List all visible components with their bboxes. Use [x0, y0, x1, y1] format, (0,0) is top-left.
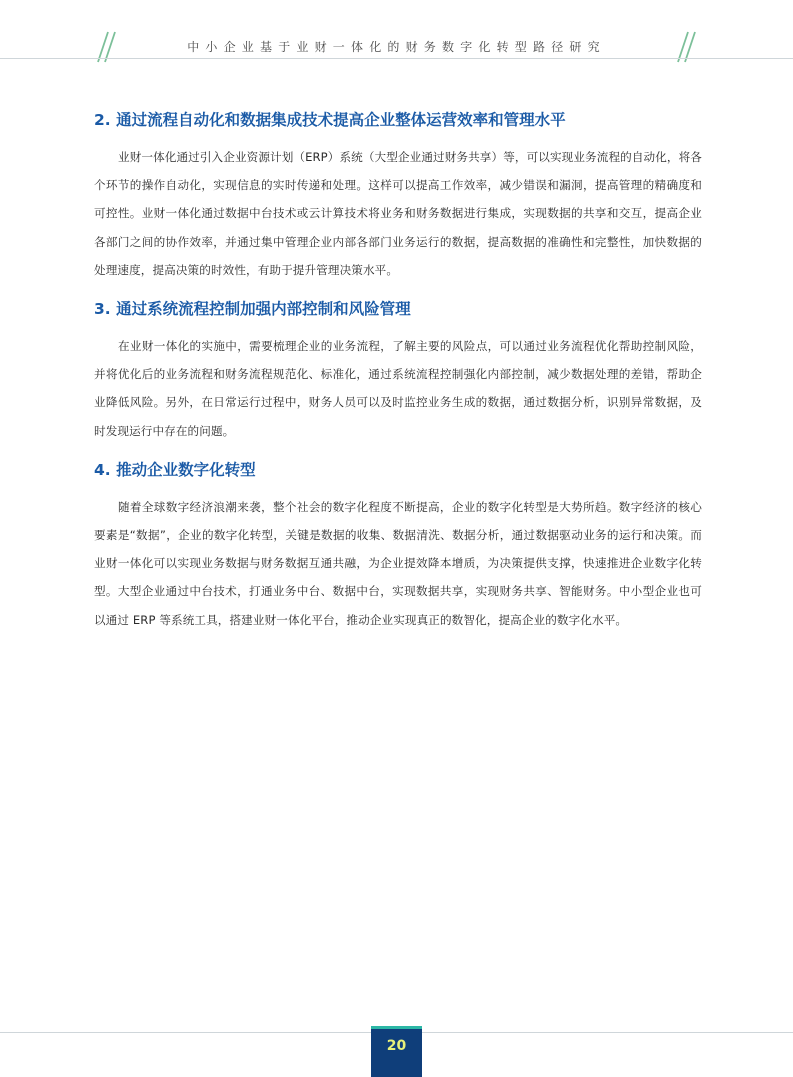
section-heading-2: 2. 通过流程自动化和数据集成技术提高企业整体运营效率和管理水平: [94, 111, 566, 129]
section-paragraph-3: 在业财一体化的实施中，需要梳理企业的业务流程，了解主要的风险点，可以通过业务流程优化帮助控制风险，并将优化后的业务流程和财务流程规范化、标准化，通过系统流程控制强化内部控制，减少数据处理的差错，帮助企业降低风险。另外，在日常运行过程中，财务人员可以及时监控业务生成的数据，通过数据分析，识别异常数据，及时发现运行中存在的问题。: [94, 339, 702, 438]
section-paragraph-2: 业财一体化通过引入企业资源计划（ERP）系统（大型企业通过财务共享）等，可以实现业务流程的自动化，将各个环节的操作自动化，实现信息的实时传递和处理。这样可以提高工作效率，减少错误和漏洞，提高管理的精确度和可控性。业财一体化通过数据中台技术或云计算技术将业务和财务数据进行集成，实现数据的共享和交互，提高企业各部门之间的协作效率，并通过集中管理企业内部各部门业务运行的数据，提高数据的准确性和完整性，加快数据的处理速度，提高决策的时效性，有助于提升管理决策水平。: [94, 150, 702, 277]
section-paragraph-4: 随着全球数字经济浪潮来袭，整个社会的数字化程度不断提高，企业的数字化转型是大势所趋。数字经济的核心要素是“数据”，企业的数字化转型，关键是数据的收集、数据清洗、数据分析，通过数据驱动业务的运行和决策。而业财一体化可以实现业务数据与财务数据互通共融，为企业提效降本增质，为决策提供支撑，快速推进企业数字化转型。大型企业通过中台技术，打通业务中台、数据中台，实现数据共享，实现财务共享、智能财务。中小型企业也可以通过 ERP 等系统工具，搭建业财一体化平台，推动企业实现真正的数智化，提高企业的数字化水平。: [94, 499, 702, 627]
page-number: 20: [386, 1038, 407, 1054]
page-number-badge: [371, 1026, 422, 1077]
header-divider: [0, 58, 793, 59]
page-badge-accent: [371, 1026, 422, 1029]
page-header: [0, 0, 793, 60]
section-heading-4: 4. 推动企业数字化转型: [94, 460, 256, 479]
section-heading-3: 3. 通过系统流程控制加强内部控制和风险管理: [94, 300, 411, 319]
running-header-title: 中小企业基于业财一体化的财务数字化转型路径研究: [187, 40, 606, 54]
main-content: [94, 107, 702, 646]
